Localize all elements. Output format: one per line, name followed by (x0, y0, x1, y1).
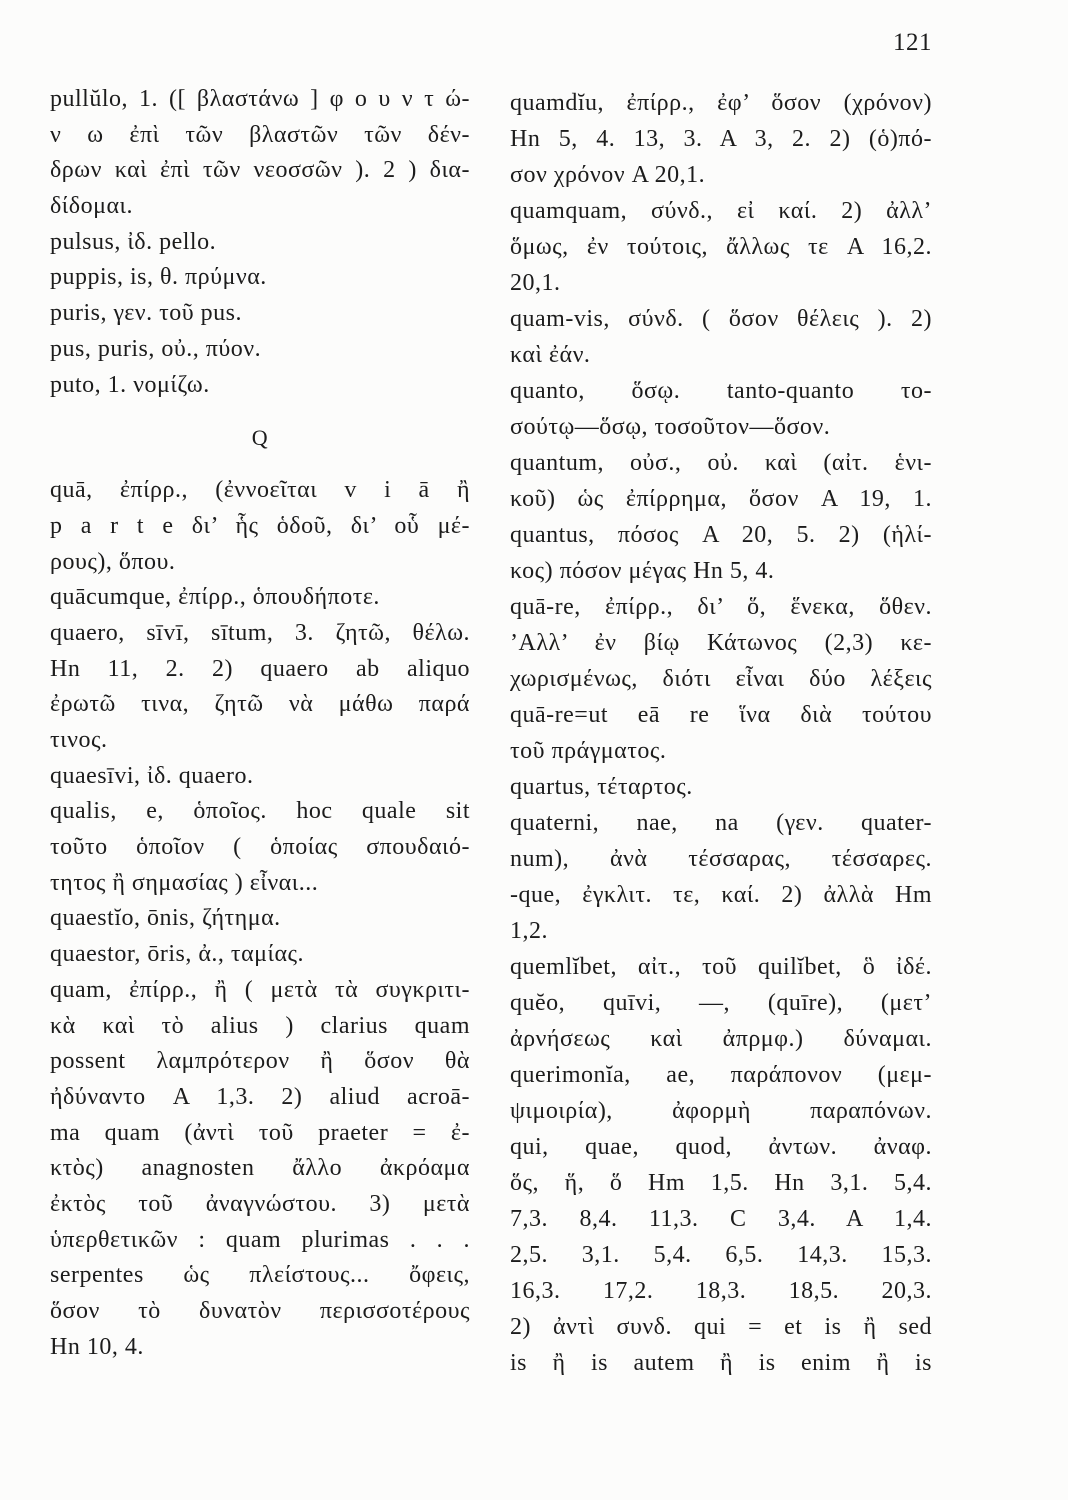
text-line: possent λαμπρότερον ἢ ὅσον θὰ (50, 1048, 470, 1075)
text-line: ἠδύναντο A 1,3. 2) aliud acroā- (50, 1083, 470, 1110)
text-line: quartus, τέταρτος. (510, 774, 693, 800)
text-line: quā, ἐπίρρ., (ἐννοεῖται v i ā ἢ (50, 477, 470, 504)
text-line: quaestĭo, ōnis, ζήτημα. (50, 905, 281, 932)
text-line: σον χρόνον A 20,1. (510, 162, 706, 188)
text-line: qui, quae, quod, ἀντων. ἀναφ. (510, 1134, 932, 1160)
text-line: 2) ἀντὶ συνδ. qui = et is ἢ sed (510, 1314, 932, 1340)
text-line: τοῦ πράγματος. (510, 738, 667, 764)
text-line: 7,3. 8,4. 11,3. C 3,4. A 1,4. (510, 1206, 932, 1232)
text-line: χωρισμένως, διότι εἶναι δύο λέξεις (510, 666, 932, 692)
text-line: quā-re=ut eā re ἵνα διὰ τούτου (510, 702, 932, 728)
page-number: 121 (893, 29, 932, 56)
text-line: σούτῳ—ὅσῳ, τοσοῦτον—ὅσον. (510, 414, 831, 440)
text-line: κτὸς) anagnosten ἄλλο ἀκρόαμα (50, 1155, 470, 1182)
text-line: quantum, οὐσ., οὐ. καὶ (αἰτ. ἑνι- (510, 450, 932, 476)
text-line: quamquam, σύνδ., εἰ καί. 2) ἀλλ’ (510, 198, 932, 224)
text-line: serpentes ὡς πλείστους... ὄφεις, (50, 1262, 470, 1289)
left-column (50, 82, 470, 1365)
text-line: is ἢ is autem ἢ is enim ἢ is (510, 1350, 932, 1376)
text-line: quam, ἐπίρρ., ἢ ( μετὰ τὰ συγκριτι- (50, 976, 470, 1003)
text-line: ὅς, ἥ, ὅ Hm 1,5. Hn 3,1. 5,4. (510, 1170, 932, 1196)
text-line: δρων καὶ ἐπὶ τῶν νεοσσῶν ). 2 ) δια- (50, 157, 470, 184)
text-line: ma quam (ἀντὶ τοῦ praeter = ἐ- (50, 1119, 470, 1146)
text-line: puto, 1. νομίζω. (50, 371, 210, 398)
text-line: pullŭlo, 1. ([ βλαστάνω ] φ ο υ ν τ ώ- (50, 86, 470, 112)
text-line: ἀρνήσεως καὶ ἀπρμφ.) δύναμαι. (510, 1026, 932, 1052)
text-line: quantus, πόσος A 20, 5. 2) (ἡλί- (510, 522, 932, 548)
text-line: quaestor, ōris, ἀ., ταμίας. (50, 941, 305, 968)
text-line: τινος. (50, 727, 108, 753)
text-line: κος) πόσον μέγας Hn 5, 4. (510, 558, 775, 584)
text-line: ν ω ἐπὶ τῶν βλαστῶν τῶν δέν- (50, 121, 470, 148)
text-line: -que, ἐγκλιτ. τε, καί. 2) ἀλλὰ Hm (510, 882, 932, 908)
text-line: τοῦτο ὁποῖον ( ὁποίας σπουδαιό- (50, 834, 470, 861)
text-line: quam-vis, σύνδ. ( ὅσον θέλεις ). 2) (510, 306, 932, 332)
text-line: ὅμως, ἐν τούτοις, ἄλλως τε A 16,2. (510, 234, 932, 260)
text-line: δίδομαι. (50, 193, 133, 220)
text-line: Hn 11, 2. 2) quaero ab aliquo (50, 655, 470, 682)
text-line: quaterni, nae, na (γεν. quater- (510, 810, 932, 836)
text-line: καὶ ἐάν. (510, 342, 591, 368)
text-line: pus, puris, οὐ., πύον. (50, 335, 262, 362)
text-line: p a r t e δι’ ἧς ὁδοῦ, δι’ οὗ μέ- (50, 512, 470, 539)
text-line: ὅσον τὸ δυνατὸν περισσοτέρους (50, 1298, 470, 1324)
text-line: quemlĭbet, αἰτ., τοῦ quilĭbet, ὃ ἰδέ. (510, 954, 932, 980)
text-line: num), ἀνὰ τέσσαρας, τέσσαρες. (510, 846, 932, 872)
right-column (510, 85, 932, 1381)
text-line: 20,1. (510, 270, 561, 296)
text-line: ὑπερθετικῶν : quam plurimas . . . (50, 1226, 470, 1253)
text-line: Hn 5, 4. 13, 3. A 3, 2. 2) (ὁ)πό- (510, 126, 932, 152)
text-line: 16,3. 17,2. 18,3. 18,5. 20,3. (510, 1278, 932, 1304)
text-line: pulsus, ἰδ. pello. (50, 228, 217, 255)
text-line: puppis, is, θ. πρύμνα. (50, 264, 267, 291)
text-line: ἐρωτῶ τινα, ζητῶ νὰ μάθω παρά (50, 691, 470, 718)
text-line: ψιμοιρία), ἀφορμὴ παραπόνων. (510, 1098, 932, 1124)
text-line: quĕo, quīvi, —, (quīre), (μετ’ (510, 990, 932, 1016)
text-line: quācumque, ἐπίρρ., ὁπουδήποτε. (50, 584, 380, 611)
text-line: quamdĭu, ἐπίρρ., ἐφ’ ὅσον (χρόνον) (510, 90, 932, 116)
text-line: τητος ἢ σημασίας ) εἶναι... (50, 869, 319, 896)
text-line: qualis, e, ὁποῖος. hoc quale sit (50, 798, 470, 825)
text-line: querimonĭa, ae, παράπονον (μεμ- (510, 1062, 932, 1088)
text-line: quanto, ὅσῳ. tanto-quanto το- (510, 378, 932, 404)
text-line: 1,2. (510, 918, 548, 944)
text-line: puris, γεν. τοῦ pus. (50, 300, 242, 327)
text-line: 2,5. 3,1. 5,4. 6,5. 14,3. 15,3. (510, 1242, 932, 1268)
text-line: quā-re, ἐπίρρ., δι’ ὅ, ἕνεκα, ὅθεν. (510, 594, 932, 620)
text-line: Hn 10, 4. (50, 1333, 144, 1360)
text-line: κοῦ) ὡς ἐπίρρημα, ὅσον A 19, 1. (510, 486, 932, 512)
text-line: quaero, sīvī, sītum, 3. ζητῶ, θέλω. (50, 619, 470, 646)
text-line: κὰ καὶ τὸ alius ) clarius quam (50, 1012, 470, 1039)
text-line: ἐκτὸς τοῦ ἀναγνώστου. 3) μετὰ (50, 1190, 470, 1217)
text-line: ρους), ὅπου. (50, 548, 176, 575)
text-line: ’Αλλ’ ἐν βίῳ Κάτωνος (2,3) κε- (510, 630, 932, 656)
text-line: quaesīvi, ἰδ. quaero. (50, 762, 254, 789)
section-heading-letter: Q (251, 425, 269, 451)
